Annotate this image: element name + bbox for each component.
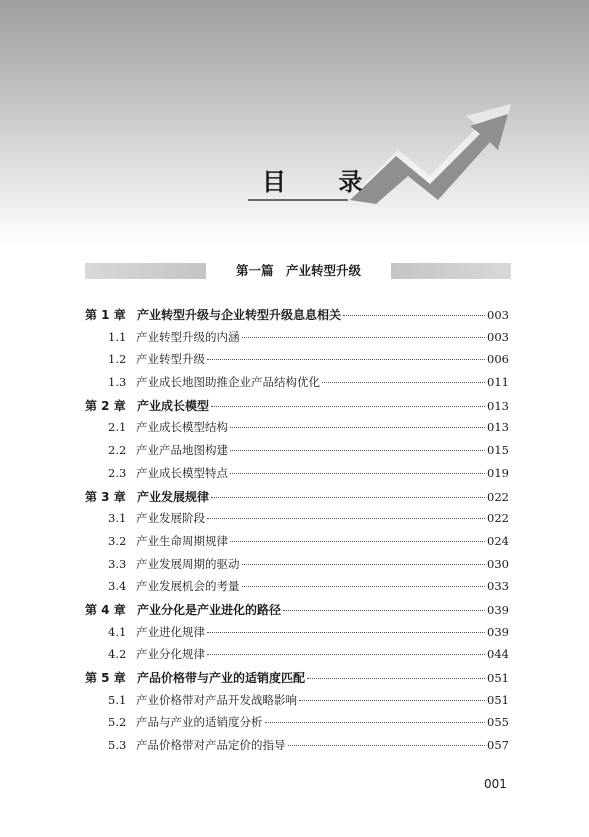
dot-leader xyxy=(242,337,486,338)
section-title: 产业进化规律 xyxy=(136,624,205,639)
section-title: 产业产品地图构建 xyxy=(136,443,228,458)
dot-leader xyxy=(343,315,485,316)
toc-page-number: 003 xyxy=(487,329,509,344)
toc-page-number: 022 xyxy=(487,511,509,526)
section-number: 1.1 xyxy=(108,329,127,344)
toc-section-row[interactable] xyxy=(85,556,509,579)
dot-leader xyxy=(288,745,486,746)
toc-page-number: 013 xyxy=(487,420,509,435)
toc-section-row[interactable] xyxy=(85,737,509,760)
dot-leader xyxy=(230,427,485,428)
toc-section-row[interactable] xyxy=(85,646,509,669)
toc-section-row[interactable] xyxy=(85,442,509,465)
toc-chapter-row[interactable] xyxy=(85,669,509,692)
section-number: 5.2 xyxy=(108,715,127,730)
section-title: 产业发展周期的驱动 xyxy=(136,556,240,571)
part-heading-bar-right xyxy=(391,263,511,279)
page-number: 001 xyxy=(484,777,507,791)
toc-section-row[interactable] xyxy=(85,419,509,442)
toc-page-number: 024 xyxy=(487,533,509,548)
toc-chapter-row[interactable] xyxy=(85,306,509,329)
toc-section-row[interactable] xyxy=(85,692,509,715)
section-title: 产业分化规律 xyxy=(136,647,205,662)
section-number: 2.3 xyxy=(108,465,127,480)
chapter-title: 产品价格带与产业的适销度匹配 xyxy=(137,671,306,685)
toc-section-row[interactable] xyxy=(85,465,509,488)
toc-page-number: 019 xyxy=(487,465,509,480)
section-number: 5.3 xyxy=(108,738,127,753)
section-number: 4.1 xyxy=(108,624,127,639)
chapter-number: 第 4 章 xyxy=(85,602,126,617)
section-title: 产业价格带对产品开发战略影响 xyxy=(136,692,297,707)
dot-leader xyxy=(230,450,485,451)
section-title: 产业发展阶段 xyxy=(136,511,205,526)
section-number: 3.4 xyxy=(108,579,127,594)
toc-chapter-row[interactable] xyxy=(85,397,509,420)
toc-page-number: 011 xyxy=(487,375,509,390)
dot-leader xyxy=(207,654,485,655)
section-number: 3.3 xyxy=(108,556,127,571)
toc-section-row[interactable] xyxy=(85,714,509,737)
page-title: 目 录 xyxy=(262,167,385,196)
dot-leader xyxy=(207,359,485,360)
toc-page-number: 015 xyxy=(487,443,509,458)
chapter-number: 第 5 章 xyxy=(85,671,126,685)
chapter-number: 第 2 章 xyxy=(85,398,126,413)
dot-leader xyxy=(211,406,485,407)
dot-leader xyxy=(283,610,485,611)
section-title: 产业成长地图助推企业产品结构优化 xyxy=(136,375,320,390)
section-number: 1.2 xyxy=(108,352,127,367)
section-number: 3.2 xyxy=(108,533,127,548)
table-of-contents xyxy=(85,306,509,760)
toc-page-number: 006 xyxy=(487,352,509,367)
chapter-title: 产业发展规律 xyxy=(137,489,210,504)
toc-section-row[interactable] xyxy=(85,329,509,352)
section-title: 产品与产业的适销度分析 xyxy=(136,715,263,730)
toc-page-number: 039 xyxy=(487,624,509,639)
section-title: 产业生命周期规律 xyxy=(136,533,228,548)
section-number: 5.1 xyxy=(108,692,127,707)
dot-leader xyxy=(322,382,485,383)
toc-page-number: 044 xyxy=(487,647,509,662)
toc-section-row[interactable] xyxy=(85,510,509,533)
toc-page-number: 039 xyxy=(487,602,509,617)
section-title: 产业发展机会的考量 xyxy=(136,579,240,594)
toc-section-row[interactable] xyxy=(85,374,509,397)
dot-leader xyxy=(230,541,485,542)
toc-section-row[interactable] xyxy=(85,578,509,601)
chapter-title: 产业成长模型 xyxy=(137,398,210,413)
section-number: 2.1 xyxy=(108,420,127,435)
section-number: 3.1 xyxy=(108,511,127,526)
chapter-number: 第 1 章 xyxy=(85,308,126,322)
toc-chapter-row[interactable] xyxy=(85,601,509,624)
chapter-title: 产业分化是产业进化的路径 xyxy=(137,602,282,617)
section-title: 产业成长模型特点 xyxy=(136,465,228,480)
dot-leader xyxy=(307,678,485,679)
section-title: 产业转型升级的内涵 xyxy=(136,329,240,344)
chapter-title: 产业转型升级与企业转型升级息息相关 xyxy=(137,308,342,322)
section-number: 4.2 xyxy=(108,647,127,662)
dot-leader xyxy=(242,586,486,587)
dot-leader xyxy=(265,722,486,723)
section-number: 1.3 xyxy=(108,375,127,390)
toc-page-number: 033 xyxy=(487,579,509,594)
dot-leader xyxy=(299,700,485,701)
toc-page-number: 013 xyxy=(487,398,509,413)
toc-section-row[interactable] xyxy=(85,351,509,374)
toc-page-number: 003 xyxy=(487,308,509,322)
part-heading: 第一篇 产业转型升级 xyxy=(235,263,361,278)
toc-page-number: 051 xyxy=(487,692,509,707)
toc-section-row[interactable] xyxy=(85,533,509,556)
section-title: 产品价格带对产品定价的指导 xyxy=(136,738,286,753)
section-title: 产业成长模型结构 xyxy=(136,420,228,435)
toc-page-number: 057 xyxy=(487,738,509,753)
rising-arrow-graphic xyxy=(0,0,589,245)
toc-page-number: 022 xyxy=(487,489,509,504)
dot-leader xyxy=(207,518,485,519)
title-underline xyxy=(248,199,348,201)
dot-leader xyxy=(211,497,485,498)
dot-leader xyxy=(230,473,485,474)
toc-page-number: 030 xyxy=(487,556,509,571)
toc-page-number: 051 xyxy=(487,671,509,685)
toc-chapter-row[interactable] xyxy=(85,488,509,511)
dot-leader xyxy=(242,564,486,565)
chapter-number: 第 3 章 xyxy=(85,489,126,504)
section-number: 2.2 xyxy=(108,443,127,458)
toc-section-row[interactable] xyxy=(85,624,509,647)
dot-leader xyxy=(207,632,485,633)
part-heading-bar-left xyxy=(85,263,206,279)
toc-page-number: 055 xyxy=(487,715,509,730)
section-title: 产业转型升级 xyxy=(136,352,205,367)
